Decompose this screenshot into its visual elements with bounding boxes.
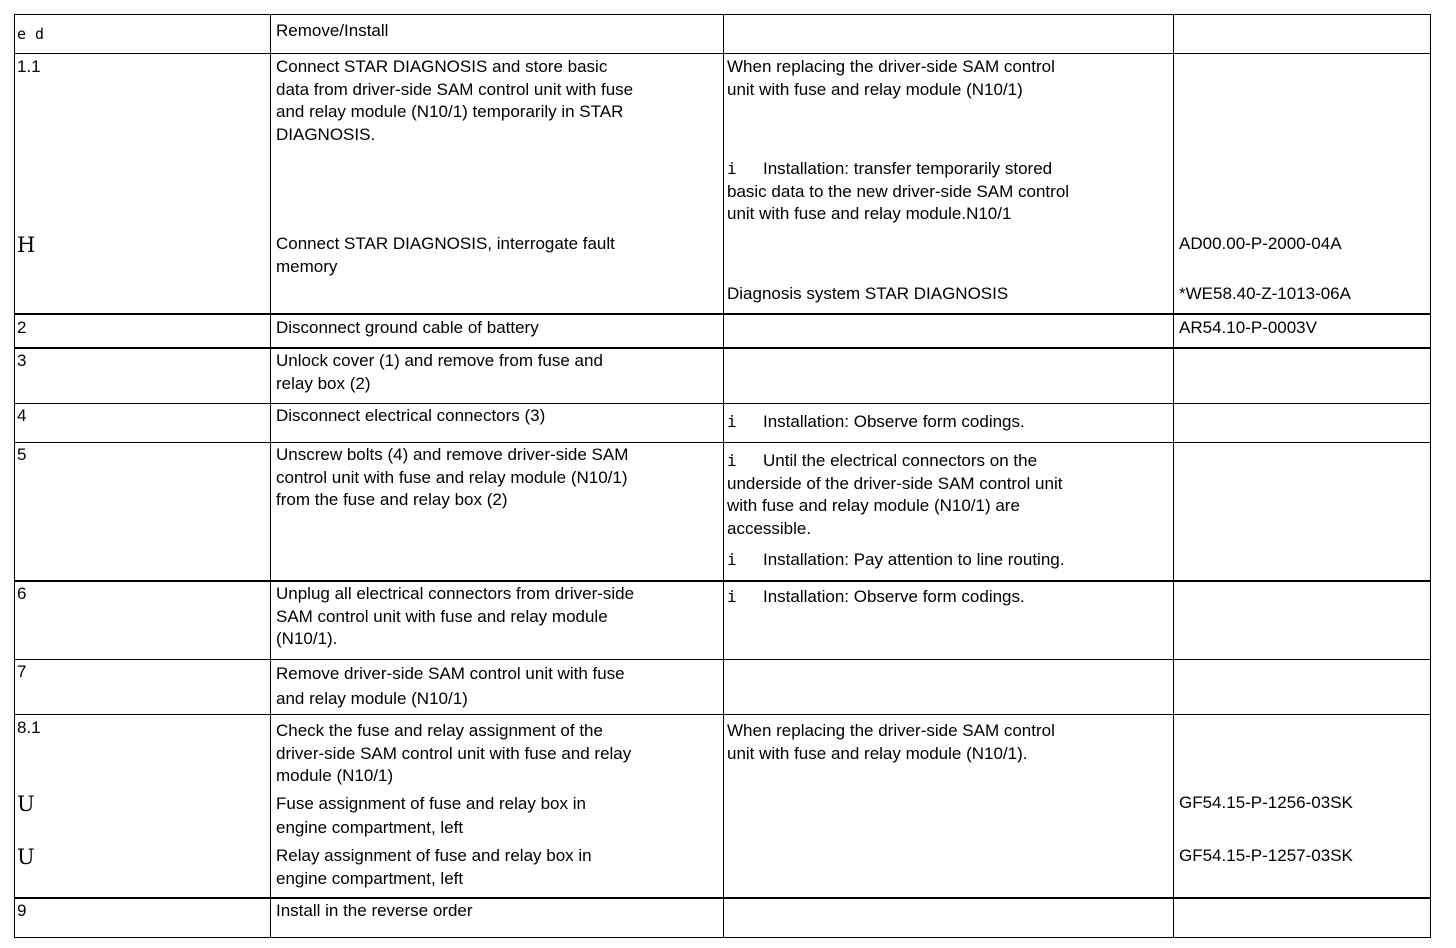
info-icon: i bbox=[727, 550, 737, 569]
substep-action: Fuse assignment of fuse and relay box in engine compartment, left bbox=[276, 794, 586, 837]
info-icon: i bbox=[727, 587, 737, 606]
reference-link[interactable]: AR54.10-P-0003V bbox=[1179, 318, 1317, 337]
step-number: 1.1 bbox=[17, 57, 41, 76]
step-number: 3 bbox=[17, 351, 27, 370]
step-number: 6 bbox=[17, 584, 27, 603]
header-col1: e d bbox=[17, 25, 45, 43]
header-title: Remove/Install bbox=[276, 21, 389, 40]
tool-reference-link[interactable]: *WE58.40-Z-1013-06A bbox=[1179, 284, 1351, 303]
info-icon: i bbox=[727, 159, 737, 178]
installation-info: i Until the electrical connectors on the underside of the driver-side SAM control unit with fuse and relay module (N10/1) are accessible. bbox=[727, 451, 1063, 538]
installation-info: i Installation: Observe form codings. bbox=[727, 411, 1025, 434]
step-number: 5 bbox=[17, 445, 27, 464]
step-action: Check the fuse and relay assignment of the driver-side SAM control unit with fuse and relay module (N10/1) bbox=[276, 721, 632, 785]
step-action: Unplug all electrical connectors from driver-side SAM control unit with fuse and relay module (N10/1). bbox=[276, 584, 635, 648]
installation-info: i Installation: transfer temporarily stored basic data to the new driver-side SAM control unit with fuse and relay module.N10/1 bbox=[727, 159, 1070, 223]
step-number: 7 bbox=[17, 662, 27, 681]
installation-info: i Installation: Pay attention to line routing. bbox=[727, 549, 1064, 572]
reference-link[interactable]: GF54.15-P-1257-03SK bbox=[1179, 846, 1353, 865]
substep-symbol: H bbox=[17, 233, 36, 257]
step-action: Remove driver-side SAM control unit with fuse and relay module (N10/1) bbox=[276, 664, 625, 708]
step-number: 8.1 bbox=[17, 718, 41, 737]
installation-info: i Installation: Observe form codings. bbox=[727, 586, 1025, 609]
step-number: 4 bbox=[17, 406, 27, 425]
step-number: 9 bbox=[17, 901, 27, 920]
tool-note: Diagnosis system STAR DIAGNOSIS bbox=[727, 284, 1009, 303]
reference-link[interactable]: AD00.00-P-2000-04A bbox=[1179, 234, 1342, 253]
substep-symbol: U bbox=[17, 845, 35, 869]
step-action: Connect STAR DIAGNOSIS and store basic data from driver-side SAM control unit with fuse and relay module (N10/1) temporarily in STAR DIAGNOSIS. bbox=[276, 57, 634, 144]
reference-link[interactable]: GF54.15-P-1256-03SK bbox=[1179, 793, 1353, 812]
step-action: Unscrew bolts (4) and remove driver-side SAM control unit with fuse and relay module (N10/1) from the fuse and relay box (2) bbox=[276, 445, 629, 509]
step-action: Install in the reverse order bbox=[276, 901, 473, 920]
substep-action: Relay assignment of fuse and relay box in engine compartment, left bbox=[276, 846, 592, 888]
step-action: Disconnect electrical connectors (3) bbox=[276, 406, 546, 425]
substep-symbol: U bbox=[17, 792, 35, 816]
step-note: When replacing the driver-side SAM control unit with fuse and relay module (N10/1). bbox=[727, 721, 1055, 763]
substep-action: Connect STAR DIAGNOSIS, interrogate fault memory bbox=[276, 234, 615, 276]
step-note: When replacing the driver-side SAM control unit with fuse and relay module (N10/1) bbox=[727, 57, 1055, 99]
step-action: Unlock cover (1) and remove from fuse and relay box (2) bbox=[276, 351, 603, 393]
info-icon: i bbox=[727, 451, 737, 470]
step-number: 2 bbox=[17, 318, 27, 337]
info-icon: i bbox=[727, 412, 737, 431]
step-action: Disconnect ground cable of battery bbox=[276, 318, 539, 337]
